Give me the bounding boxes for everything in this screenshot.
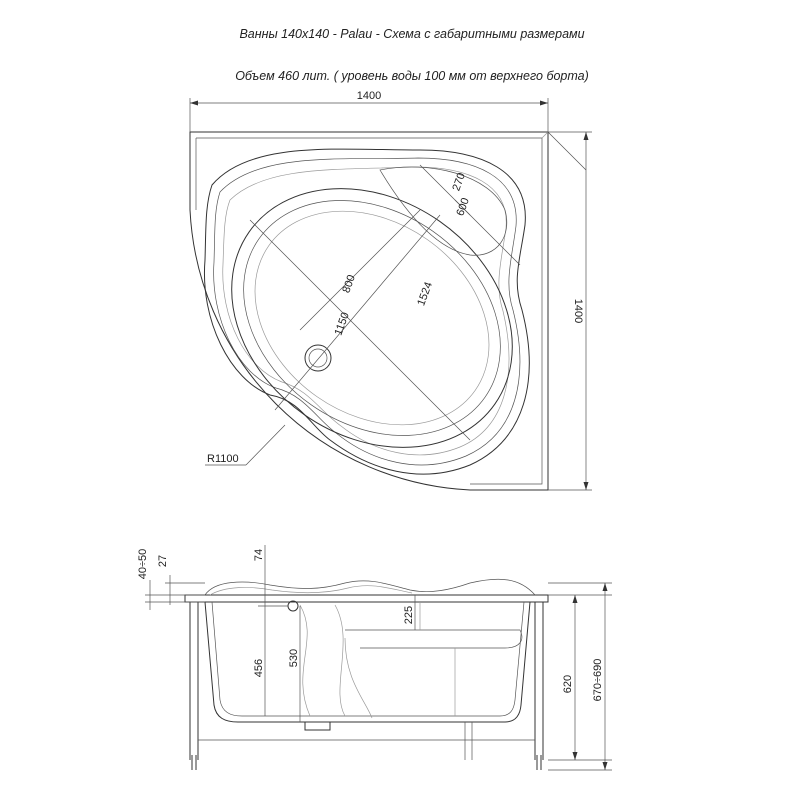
dim-line-1150 xyxy=(275,215,440,410)
frame-leg-right xyxy=(535,602,543,770)
dim-600: 600 xyxy=(454,196,472,218)
top-view xyxy=(181,90,592,501)
dim-270: 270 xyxy=(450,171,468,193)
dim-1150: 1150 xyxy=(332,310,352,338)
dim-40-50: 40÷50 xyxy=(137,548,149,580)
basin-outline xyxy=(181,135,562,500)
rim-top-curve xyxy=(205,579,535,595)
dim-456: 456 xyxy=(253,658,265,678)
rim xyxy=(185,595,548,602)
frame-leg-left xyxy=(190,602,198,770)
dim-225: 225 xyxy=(403,605,415,625)
volume-note: Объем 460 лит. ( уровень воды 100 мм от верхнего борта) xyxy=(235,69,589,83)
dim-width: 1400 xyxy=(356,90,382,102)
side-view xyxy=(137,545,612,770)
dim-height: 1400 xyxy=(572,298,584,324)
dim-620: 620 xyxy=(562,674,574,694)
basin-bottom xyxy=(198,152,546,484)
dim-27: 27 xyxy=(157,554,169,568)
tub-shell-outline xyxy=(204,149,529,474)
dim-radius: R1100 xyxy=(207,453,239,465)
dim-1524: 1524 xyxy=(415,280,436,308)
drain-pipe xyxy=(305,722,330,730)
seat-profile xyxy=(345,630,522,648)
dim-800: 800 xyxy=(340,273,358,295)
dim-line-1524 xyxy=(250,220,470,440)
dim-74: 74 xyxy=(253,548,265,562)
dim-670-690: 670÷690 xyxy=(592,658,604,702)
dim-530: 530 xyxy=(288,648,300,668)
diagram-title: Ванны 140х140 - Palau - Схема с габаритными размерами xyxy=(239,27,585,41)
seat-area xyxy=(380,167,507,255)
